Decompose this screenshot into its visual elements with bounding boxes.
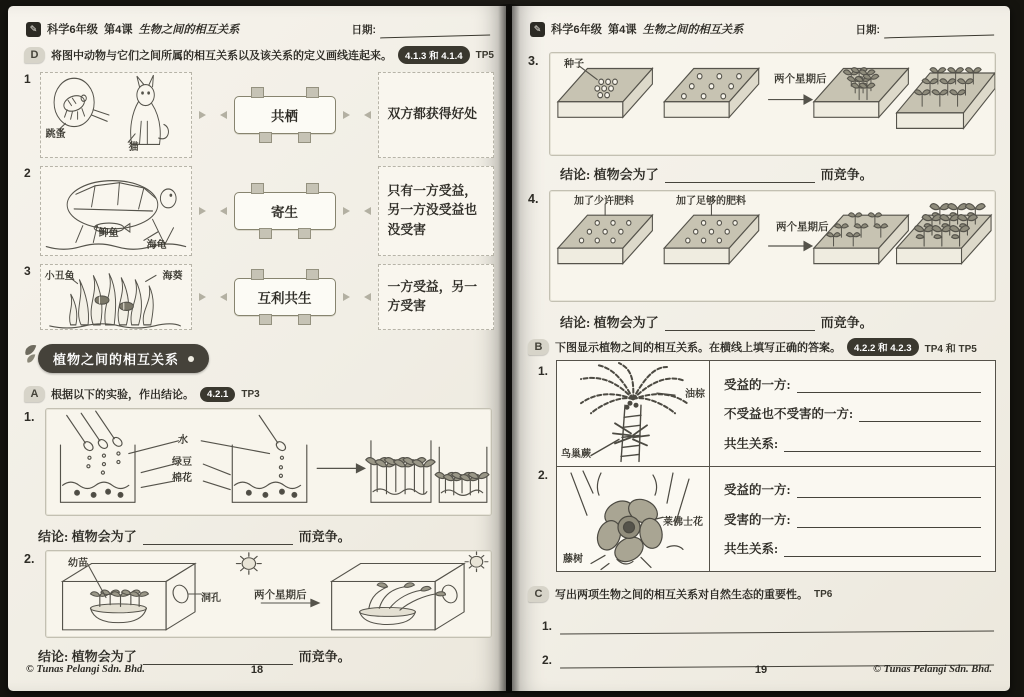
- conclusion-line: [38, 646, 351, 665]
- conclusion-prefix: 结论: 植物会为了: [38, 649, 137, 664]
- topic-banner-title: 植物之间的相互关系: [53, 352, 180, 367]
- copyright-text: © Tunas Pelangi Sdn. Bhd.: [26, 664, 145, 675]
- curriculum-code-badge: 4.2.1: [200, 387, 235, 402]
- section-d-instruction: 将图中动物与它们之间所属的相互关系以及该关系的定义画线连起来。: [51, 50, 392, 62]
- definition-text: 一方受益，另一方受害: [387, 279, 478, 313]
- relationship-sign: [234, 96, 336, 134]
- connector-arrow-icon: [343, 293, 350, 301]
- turtle-remora-illustration: [41, 167, 191, 255]
- cat-flea-illustration: [41, 73, 191, 157]
- page-number: 19: [754, 664, 768, 676]
- rafflesia-label: 莱佛士花: [663, 516, 703, 528]
- answer-blank: [859, 408, 981, 422]
- section-d-heading: [24, 46, 496, 64]
- section-a-letter: A: [24, 386, 45, 402]
- experiment-3-box: [549, 52, 996, 156]
- liana-label: 藤树: [563, 554, 583, 565]
- tp-badge: TP4 和 TP5: [924, 343, 977, 355]
- experiment-4-box: [549, 190, 996, 302]
- book-spine-shadow: [498, 4, 520, 693]
- answer-label: 受益的一方:: [724, 483, 791, 498]
- section-a-instruction: 根据以下的实验，作出结论。: [51, 389, 194, 401]
- cotton-label: 棉花: [172, 473, 192, 484]
- connector-arrow-icon: [199, 207, 206, 215]
- answer-blank: [143, 649, 293, 665]
- definition-text: 双方都获得好处: [387, 107, 478, 122]
- page-title-lesson: 第4课: [103, 24, 133, 36]
- item-number: 1.: [538, 364, 549, 378]
- copyright-text: © Tunas Pelangi Sdn. Bhd.: [873, 664, 992, 675]
- connector-arrow-icon: [364, 207, 371, 215]
- animal-illustration-box: [40, 72, 192, 158]
- date-blank-line: [884, 22, 994, 38]
- conclusion-line: [560, 312, 873, 331]
- banner-dot-icon: [188, 356, 194, 362]
- answer-blank: [665, 167, 815, 183]
- conclusion-prefix: 结论: 植物会为了: [560, 167, 659, 182]
- tp-badge: TP5: [475, 49, 494, 61]
- answer-blank: [143, 529, 293, 545]
- publisher-logo-icon: ✎: [530, 22, 545, 37]
- section-c-heading: [528, 586, 1000, 602]
- row-number: 1: [24, 72, 31, 86]
- relationship-sign: [234, 278, 336, 316]
- experiment-number: 1.: [24, 410, 35, 424]
- hole-label: 洞孔: [201, 593, 221, 604]
- connector-arrow-icon: [343, 207, 350, 215]
- row-number: 3: [24, 264, 31, 278]
- answer-blank: [784, 543, 981, 557]
- page-title-subject: 科学6年级: [551, 24, 602, 36]
- tp-badge: TP3: [241, 388, 260, 400]
- section-c-letter: C: [528, 586, 549, 602]
- section-b-instruction: 下图显示植物之间的相互关系。在横线上填写正确的答案。: [555, 342, 841, 354]
- match-row: [24, 166, 494, 256]
- connector-arrow-icon: [343, 111, 350, 119]
- conclusion-suffix: 而竞争。: [820, 315, 873, 330]
- birds-nest-fern-label: 鸟巢蕨: [561, 448, 591, 460]
- section-d-letter: D: [24, 47, 45, 63]
- workbook-page-right: [512, 6, 1010, 691]
- animal-illustration-box: [40, 264, 192, 330]
- answer-blank: [784, 438, 981, 452]
- curriculum-code-badge: 4.2.2 和 4.2.3: [847, 338, 919, 356]
- experiment-3: [528, 52, 996, 156]
- connector-arrow-icon: [220, 111, 227, 119]
- connector-arrow-icon: [199, 111, 206, 119]
- page-title-subject: 科学6年级: [47, 24, 98, 36]
- seedling-label: 幼苗: [68, 558, 88, 569]
- definition-box: [378, 264, 494, 330]
- experiment-4-illustration: [550, 191, 995, 301]
- cat-label: 猫: [128, 142, 139, 153]
- flea-label: 跳蚤: [45, 129, 66, 140]
- experiment-number: 2.: [24, 552, 35, 566]
- connector-arrow-icon: [220, 293, 227, 301]
- page-footer: [26, 664, 488, 680]
- answer-blank: [560, 616, 994, 634]
- table-row: [557, 467, 995, 572]
- page-title-lesson: 第4课: [607, 24, 637, 36]
- workbook-page-left: [8, 6, 506, 691]
- relationship-table: [556, 360, 996, 572]
- conclusion-suffix: 而竞争。: [820, 167, 873, 182]
- answer-cell: [710, 467, 995, 572]
- relationship-term: 互利共生: [257, 291, 312, 306]
- conclusion-prefix: 结论: 植物会为了: [38, 529, 137, 544]
- page-footer: [530, 664, 992, 680]
- item-number: 2.: [542, 653, 553, 667]
- answer-blank: [797, 514, 981, 528]
- answer-cell: [710, 361, 995, 466]
- answer-label: 共生关系:: [724, 542, 779, 557]
- experiment-1-box: [45, 408, 492, 516]
- after-two-weeks-label: 两个星期后: [254, 590, 307, 601]
- item-number: 2.: [538, 468, 549, 482]
- answer-label: 共生关系:: [724, 436, 779, 451]
- green-bean-label: 绿豆: [172, 457, 192, 468]
- answer-label: 受害的一方:: [724, 512, 791, 527]
- row-number: 2: [24, 166, 31, 180]
- water-label: 水: [178, 435, 188, 446]
- answer-label: 不受益也不受害的一方:: [724, 407, 854, 422]
- leaf-icon: [21, 341, 47, 367]
- relationship-term: 寄生: [271, 205, 299, 220]
- definition-box: [378, 72, 494, 158]
- answer-blank: [665, 315, 815, 331]
- definition-text: 只有一方受益，另一方没受益也没受害: [387, 184, 478, 237]
- conclusion-suffix: 而竞争。: [298, 649, 351, 664]
- experiment-1-illustration: [46, 409, 491, 515]
- connector-arrow-icon: [199, 293, 206, 301]
- section-c-instruction: 写出两项生物之间的相互关系对自然生态的重要性。: [555, 589, 808, 601]
- anemone-label: 海葵: [162, 271, 183, 282]
- experiment-2: [24, 550, 492, 638]
- experiment-number: 3.: [528, 54, 539, 68]
- after-two-weeks-label: 两个星期后: [776, 222, 829, 233]
- answer-blank: [797, 379, 981, 393]
- section-b-heading: [528, 338, 1000, 356]
- rafflesia-illustration-cell: [557, 467, 710, 572]
- page-header: [26, 21, 490, 37]
- experiment-3-illustration: [550, 53, 995, 155]
- conclusion-prefix: 结论: 植物会为了: [560, 315, 659, 330]
- page-number: 18: [250, 664, 264, 676]
- date-label: 日期:: [351, 23, 376, 36]
- tp-badge: TP6: [814, 588, 833, 600]
- relationship-term: 共栖: [271, 109, 299, 124]
- experiment-2-box: [45, 550, 492, 638]
- after-two-weeks-label: 两个星期后: [774, 74, 827, 85]
- publisher-logo-icon: ✎: [26, 22, 41, 37]
- section-b-letter: B: [528, 339, 549, 355]
- table-row: [557, 361, 995, 467]
- answer-label: 受益的一方:: [724, 377, 791, 392]
- conclusion-suffix: 而竞争。: [298, 529, 351, 544]
- date-label: 日期:: [855, 23, 880, 36]
- curriculum-code-badge: 4.1.3 和 4.1.4: [398, 46, 470, 64]
- page-header: [530, 21, 994, 37]
- relationship-sign: [234, 192, 336, 230]
- definition-box: [378, 166, 494, 256]
- c-answer-line: [542, 618, 994, 633]
- page-title-topic: 生物之间的相互关系: [642, 24, 744, 36]
- experiment-4: [528, 190, 996, 302]
- date-blank-line: [380, 22, 490, 38]
- match-row: [24, 264, 494, 330]
- animal-illustration-box: [40, 166, 192, 256]
- sea-turtle-label: 海龟: [146, 240, 167, 251]
- connector-arrow-icon: [364, 293, 371, 301]
- clownfish-label: 小丑鱼: [44, 271, 75, 282]
- conclusion-line: [38, 526, 351, 545]
- page-title-topic: 生物之间的相互关系: [138, 24, 240, 36]
- answer-blank: [797, 484, 981, 498]
- oil-palm-label: 油棕: [685, 389, 705, 400]
- conclusion-line: [560, 164, 873, 183]
- remora-label: 䲟鱼: [98, 228, 119, 239]
- item-number: 1.: [542, 619, 553, 633]
- seeds-label: 种子: [564, 59, 584, 70]
- topic-banner: [38, 344, 209, 373]
- section-a-heading: [24, 386, 496, 402]
- match-row: [24, 72, 494, 158]
- experiment-number: 4.: [528, 192, 539, 206]
- enough-fertiliser-label: 加了足够的肥料: [676, 196, 746, 207]
- connector-arrow-icon: [220, 207, 227, 215]
- connector-arrow-icon: [364, 111, 371, 119]
- little-fertiliser-label: 加了少许肥料: [574, 196, 634, 207]
- experiment-1: [24, 408, 492, 516]
- palm-illustration-cell: [557, 361, 710, 466]
